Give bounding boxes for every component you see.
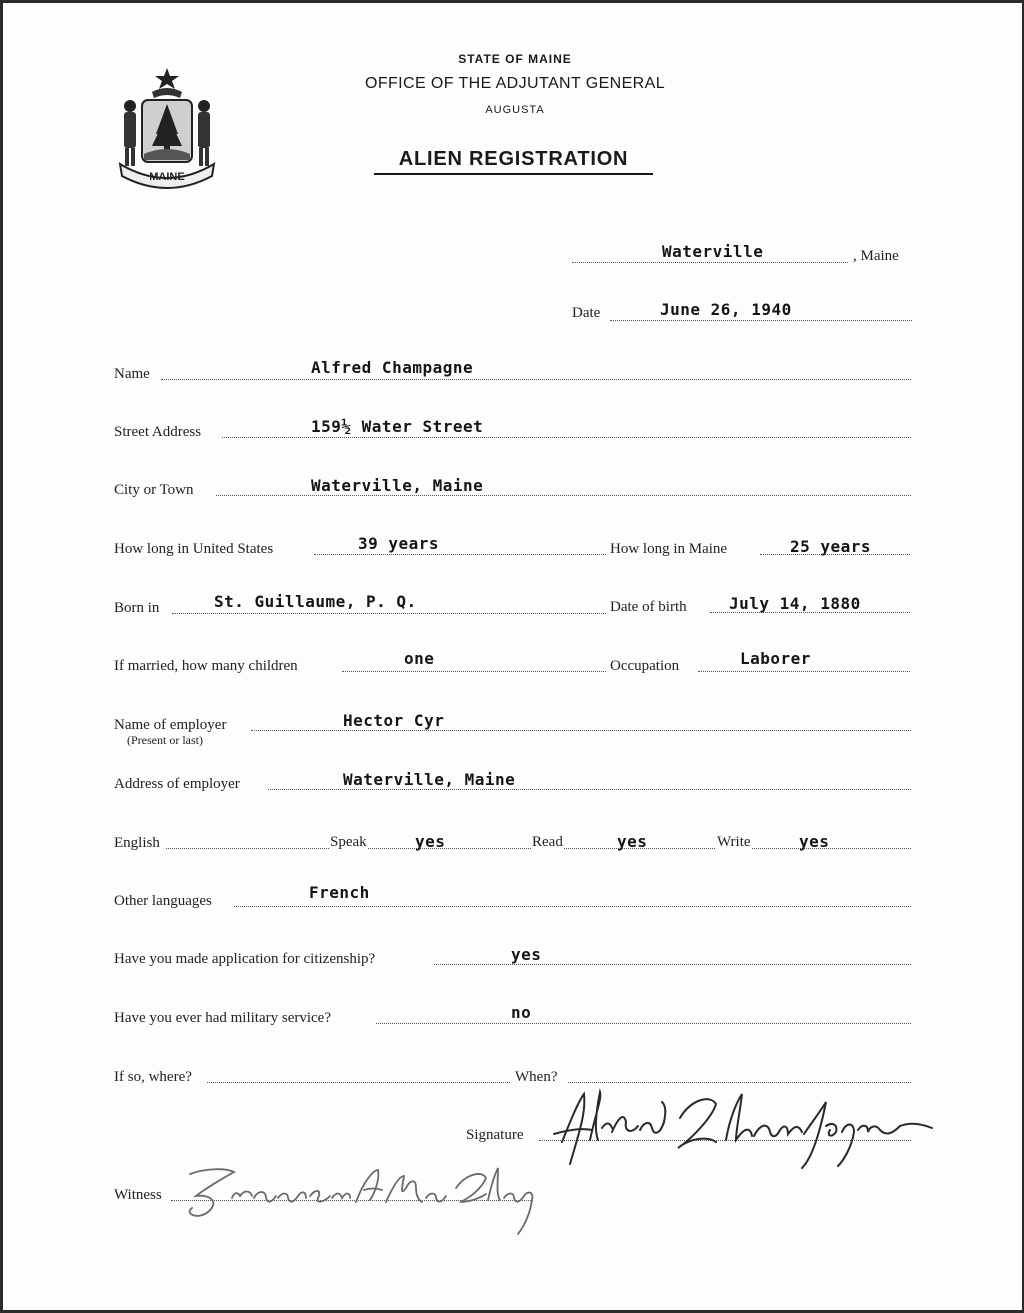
form-title: ALIEN REGISTRATION [374,148,653,175]
employer-address-line [268,789,911,790]
when-label: When? [515,1069,558,1085]
how-long-us-value: 39 years [358,534,440,553]
location-value: Waterville [662,242,764,261]
where-line [207,1082,510,1083]
office-heading: OFFICE OF THE ADJUTANT GENERAL [364,75,666,92]
date-of-birth-value: July 14, 1880 [729,594,861,613]
read-value: yes [617,832,648,851]
city-line [216,495,911,496]
street-address-label: Street Address [114,424,202,440]
english-label: English [114,835,160,851]
military-value: no [511,1003,532,1022]
date-of-birth-label: Date of birth [610,599,687,615]
date-label: Date [572,305,601,321]
write-label: Write [717,834,751,850]
born-in-value: St. Guillaume, P. Q. [214,592,417,611]
employer-sublabel: (Present or last) [127,733,203,747]
name-line [161,379,911,380]
how-long-maine-value: 25 years [790,537,872,556]
seal-text: MAINE [149,171,185,183]
street-address-value: 159½ Water Street [311,417,484,436]
citizenship-value: yes [511,945,542,964]
how-long-us-line [314,554,606,555]
witness-signature-image [170,1158,550,1238]
location-suffix: , Maine [853,248,899,264]
city-value: Waterville, Maine [311,476,484,495]
location-line [572,262,848,263]
born-in-line [172,613,606,614]
occupation-label: Occupation [610,658,680,674]
other-languages-value: French [309,883,370,902]
name-label: Name [114,366,150,382]
citizenship-label: Have you made application for citizenship? [114,951,376,967]
children-line [342,671,606,672]
city-heading: AUGUSTA [485,104,545,116]
born-in-label: Born in [114,600,160,616]
signature-image [540,1082,960,1172]
how-long-us-label: How long in United States [114,541,274,557]
citizenship-line [434,964,911,965]
employer-label: Name of employer [114,717,227,733]
how-long-maine-label: How long in Maine [610,541,728,557]
witness-label: Witness [114,1187,162,1203]
date-line [610,320,912,321]
write-value: yes [799,832,830,851]
military-label: Have you ever had military service? [114,1010,331,1026]
employer-line [251,730,911,731]
employer-value: Hector Cyr [343,711,445,730]
street-address-line [222,437,911,438]
other-languages-line [234,906,911,907]
speak-label: Speak [330,834,367,850]
witness-text: Francis A. McClay [356,1236,364,1237]
military-line [376,1023,911,1024]
employer-address-label: Address of employer [114,776,240,792]
children-label: If married, how many children [114,658,298,674]
maine-seal-icon [112,64,222,192]
occupation-value: Laborer [740,649,811,668]
signature-label: Signature [466,1127,524,1143]
employer-address-value: Waterville, Maine [343,770,516,789]
signature-text: Alfred Champagne [746,1170,754,1171]
read-label: Read [532,834,563,850]
date-value: June 26, 1940 [660,300,792,319]
city-label: City or Town [114,482,194,498]
occupation-line [698,671,910,672]
state-heading: STATE OF MAINE [458,52,572,66]
speak-value: yes [415,832,446,851]
other-languages-label: Other languages [114,893,212,909]
where-label: If so, where? [114,1069,192,1085]
children-value: one [404,649,435,668]
name-value: Alfred Champagne [311,358,474,377]
